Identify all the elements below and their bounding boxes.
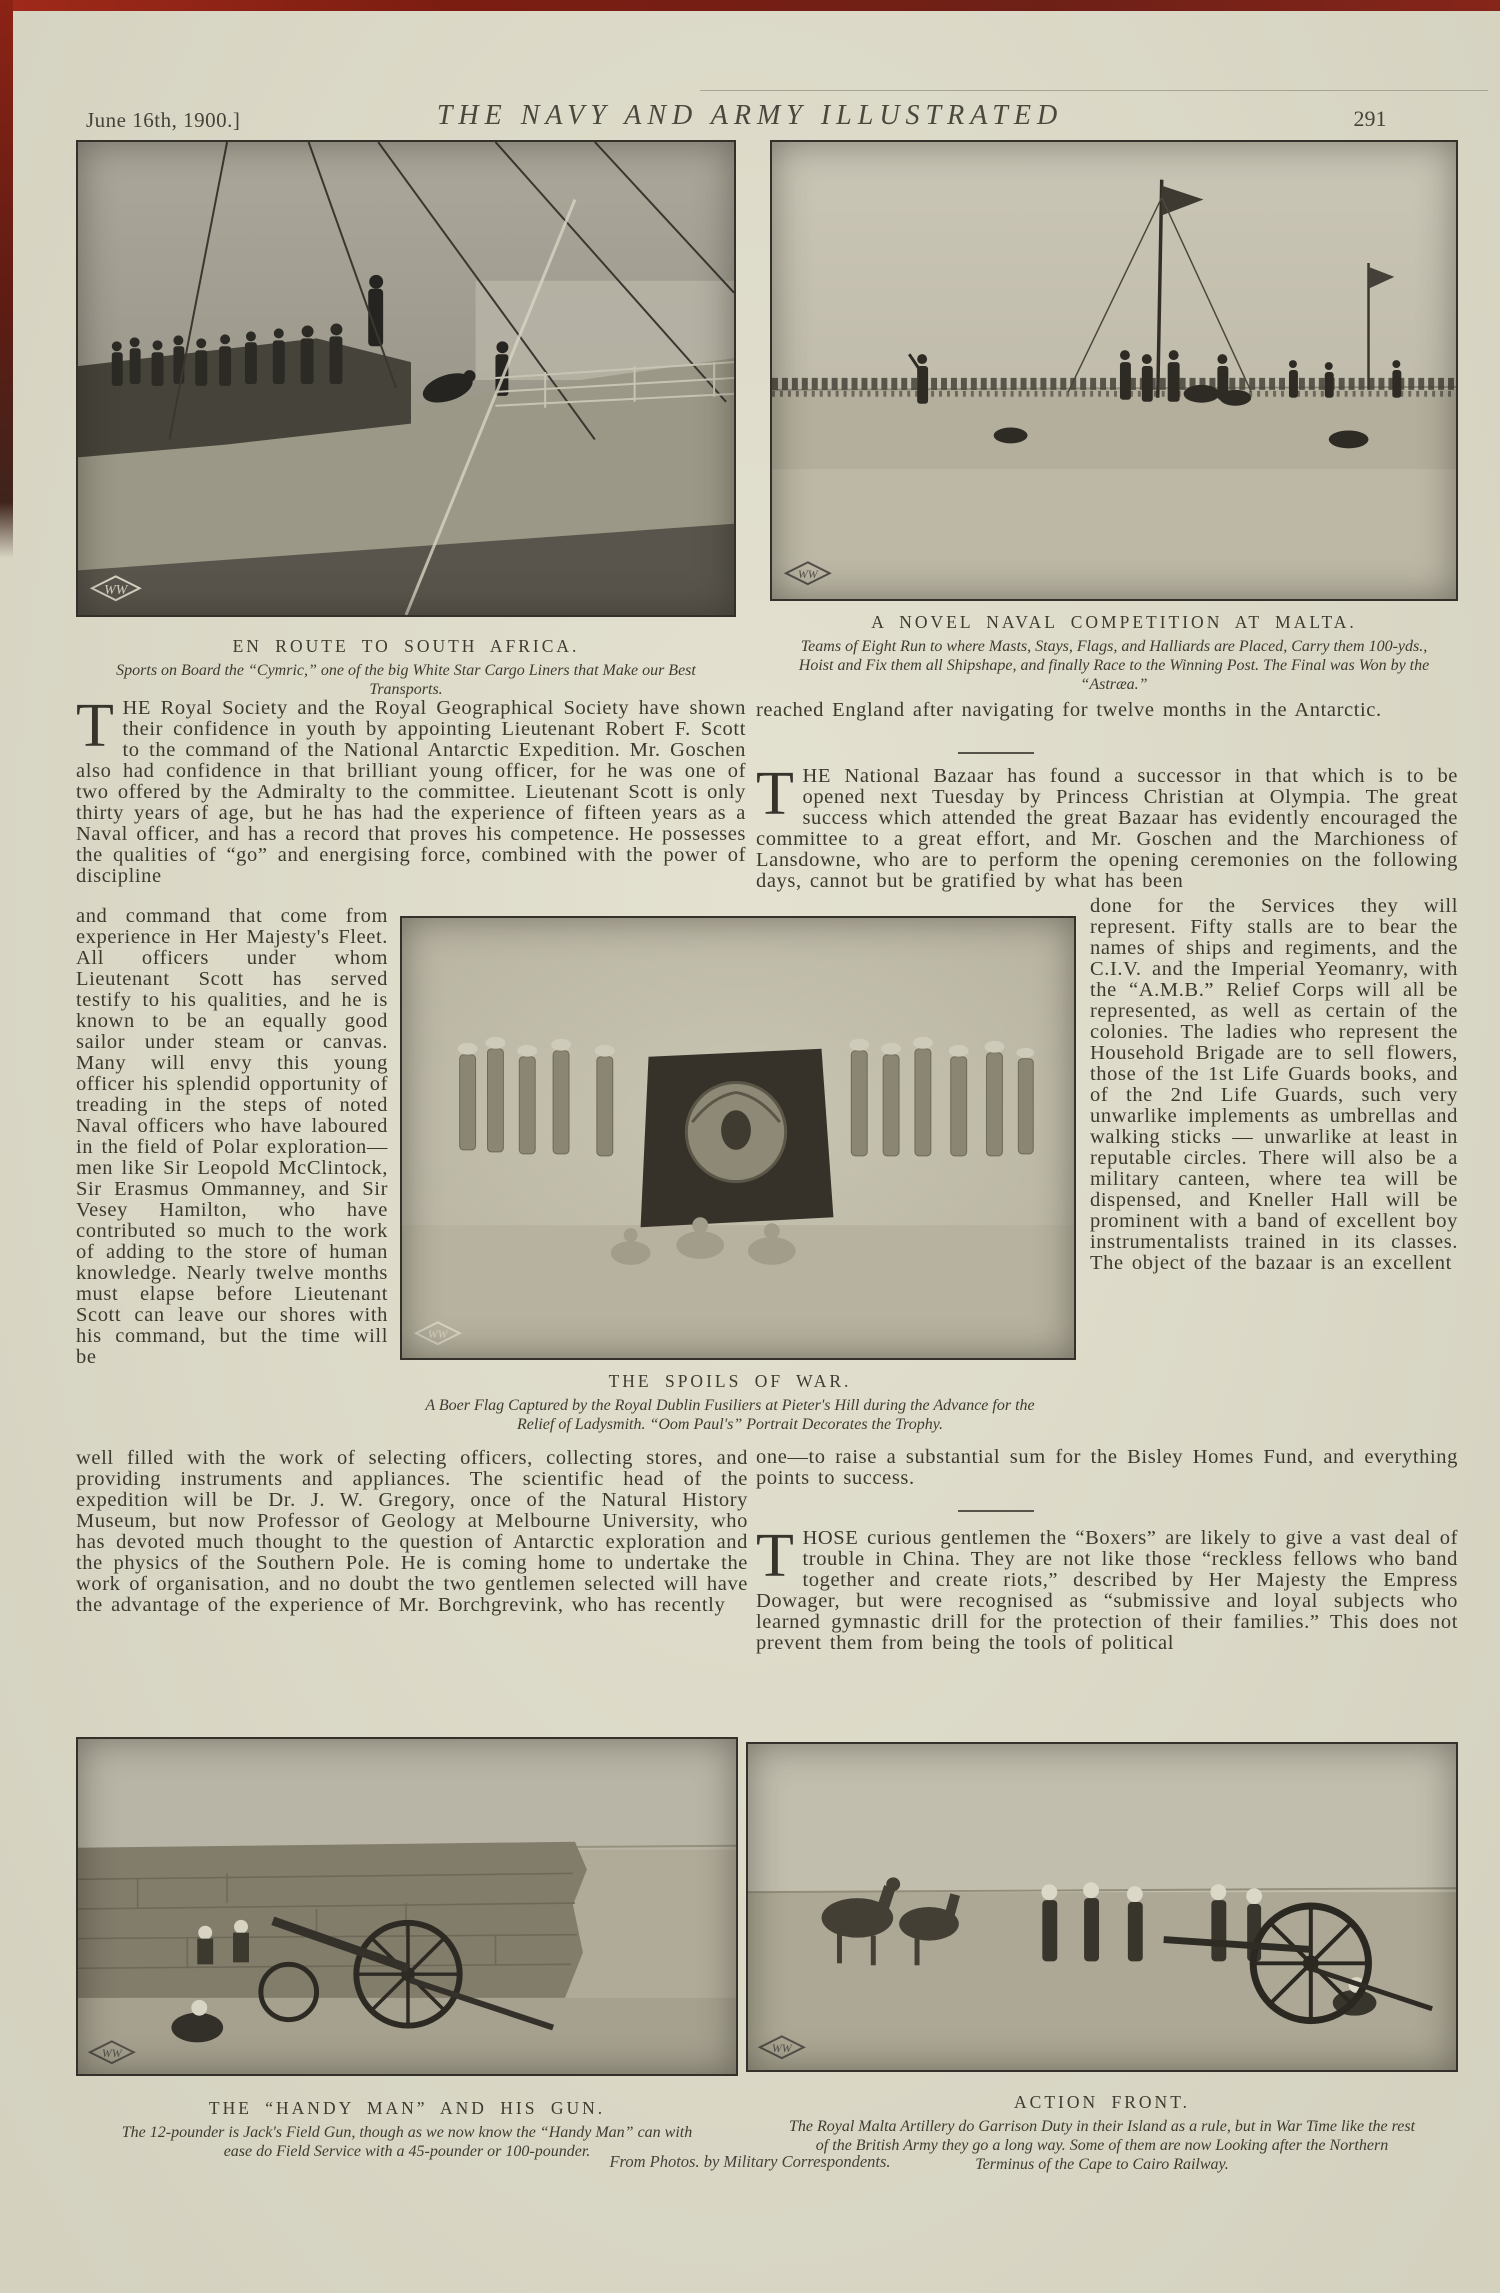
article-boxers-paragraph: THOSE curious gentlemen the “Boxers” are likely to give a vast deal of trouble in China. They are not like those “reckless fellows who band together and create riots,” described by Her Majesty the Empress Dowager, but were recognised as “submissive and loyal subjects who learned gymnastic drill for the protection of their families.” This does not prevent them from being the tools of political	[756, 1522, 1458, 1654]
svg-text:WW: WW	[427, 1327, 448, 1342]
caption-action-title: ACTION FRONT.	[1014, 2092, 1190, 2112]
section-divider	[958, 752, 1034, 754]
caption-ship-text: Sports on Board the “Cymric,” one of the big White Star Cargo Liners that Make our Best Transports.	[116, 662, 696, 698]
svg-text:WW: WW	[771, 2041, 792, 2056]
article-bazaar-paragraph-narrow: done for the Services they will represent. Fifty stalls are to bear the names of ships and regiments, and the C.I.V. and the Imperial Yeomanry, with the “A.M.B.” Relief Corps will all be represented, as well as certain of the colonies. The ladies who represent the Household Brigade are to sell flowers, those of the 1st Life Guards books, and of the 2nd Life Guards, such very unwarlike implements as umbrellas and walking sticks — unwarlike at least in reputable circles. There will also be a military canteen, where tea will be dispensed, and Kneller Hall will be prominent with a band of excellent boy instrumentalists trained in its classes. The object of the bazaar is an excellent	[1090, 895, 1458, 1274]
caption-malta-title: A NOVEL NAVAL COMPETITION AT MALTA.	[871, 612, 1357, 632]
page-top-hairline	[700, 90, 1488, 91]
svg-text:WW: WW	[797, 567, 818, 582]
malta-photo-illustration	[772, 142, 1456, 599]
caption-spoils	[380, 1371, 1080, 1434]
article-bazaar-paragraph-wide: THE National Bazaar has found a successor in that which is to be opened next Tuesday by Princess Christian at Olympia. The great success which attended the great Bazaar has evidently encouraged the committee to a great effort, and Mr. Goschen and the Marchioness of Lansdowne, who are to perform the opening ceremonies on the following days, cannot but be gratified by what has been	[756, 760, 1458, 892]
photo-spoils-of-war	[400, 916, 1076, 1360]
caption-gun-text: The 12-pounder is Jack's Field Gun, though as we now know the “Handy Man” can with ease do Field Service with a 45-pounder or 100-pounder.	[121, 2124, 693, 2160]
spoils-photo-illustration	[402, 918, 1074, 1358]
caption-spoils-text: A Boer Flag Captured by the Royal Dublin Fusiliers at Pieter's Hill during the Advance for the Relief of Ladysmith. “Oom Paul's” Portrait Decorates the Trophy.	[425, 1397, 1035, 1433]
photo-ship-deck	[76, 140, 736, 617]
scan-edge-top	[0, 0, 1500, 11]
article-bazaar-intro: reached England after navigating for twelve months in the Antarctic.	[756, 699, 1382, 721]
article-bazaar-paragraph-wide2: one—to raise a substantial sum for the Bisley Homes Fund, and everything points to success.	[756, 1446, 1458, 1489]
caption-spoils-title: THE SPOILS OF WAR.	[608, 1371, 852, 1391]
issue-date: June 16th, 1900.]	[86, 108, 241, 132]
page-number: 291	[1353, 106, 1387, 131]
svg-text:WW: WW	[101, 2046, 122, 2061]
photo-handy-man-gun	[76, 1737, 738, 2076]
caption-malta-text: Teams of Eight Run to where Masts, Stays, Flags, and Halliards are Placed, Carry them 100-yds., Hoist and Fix them all Shipshape, and finally Race to the Winning Post. The Final was Won by the “Astræa.”	[798, 638, 1430, 693]
ship-deck-photo-illustration	[78, 142, 734, 615]
page-title: THE NAVY AND ARMY ILLUSTRATED	[436, 100, 1064, 131]
article-scott-paragraph-wide2: well filled with the work of selecting officers, collecting stores, and providing instruments and appliances. The scientific head of the expedition will be Dr. J. W. Gregory, once of the Natural History Museum, but now Professor of Geology at Melbourne University, who has devoted much thought to the question of Antarctic exploration and the physics of the Southern Pole. He is coming home to undertake the work of organisation, and no doubt the two gentlemen selected will have the advantage of the experience of Mr. Borchgrevink, who has recently	[76, 1447, 748, 1616]
caption-action-text: The Royal Malta Artillery do Garrison Duty in their Island as a rule, but in War Time like the rest of the British Army they go a long way. Some of them are now Looking after the Northern Terminus of the Cape to Cairo Railway.	[788, 2118, 1416, 2173]
caption-malta	[758, 612, 1470, 694]
photo-credit-line: From Photos. by Military Correspondents.	[609, 2152, 891, 2171]
svg-text:WW: WW	[104, 583, 128, 599]
article-scott-paragraph-narrow: and command that come from experience in Her Majesty's Fleet. All officers under whom Lieutenant Scott has served testify to his qualities, and he is known to be an equally good sailor under steam or canvas. Many will envy this young officer his splendid opportunity of treading in the steps of noted Naval officers who have laboured in the field of Polar exploration—men like Sir Leopold McClintock, Sir Erasmus Ommanney, and Sir Vesey Hamilton, who have contributed so much to the work of adding to the store of human knowledge. Nearly twelve months must elapse before Lieutenant Scott can leave our shores with his command, but the time will be	[76, 905, 388, 1368]
article-scott-paragraph-wide: THE Royal Society and the Royal Geographical Society have shown their confidence in youth by appointing Lieutenant Robert F. Scott to the command of the National Antarctic Expedition. Mr. Goschen also had confidence in that brilliant young officer, for he was one of two offered by the Admiralty to the committee. Lieutenant Scott is only thirty years of age, but he has had the experience of fifteen years as a Naval officer, and has a record that proves his competence. He possesses the qualities of “go” and energising force, combined with the power of discipline	[76, 692, 746, 887]
caption-ship	[76, 636, 736, 699]
action-photo-illustration	[748, 1744, 1456, 2070]
photo-malta-competition	[770, 140, 1458, 601]
scan-edge-left	[0, 0, 13, 558]
gun-photo-illustration	[78, 1739, 736, 2074]
caption-gun-title: THE “HANDY MAN” AND HIS GUN.	[208, 2098, 606, 2118]
section-divider	[958, 1510, 1034, 1512]
caption-ship-title: EN ROUTE TO SOUTH AFRICA.	[232, 636, 580, 656]
photo-action-front	[746, 1742, 1458, 2072]
